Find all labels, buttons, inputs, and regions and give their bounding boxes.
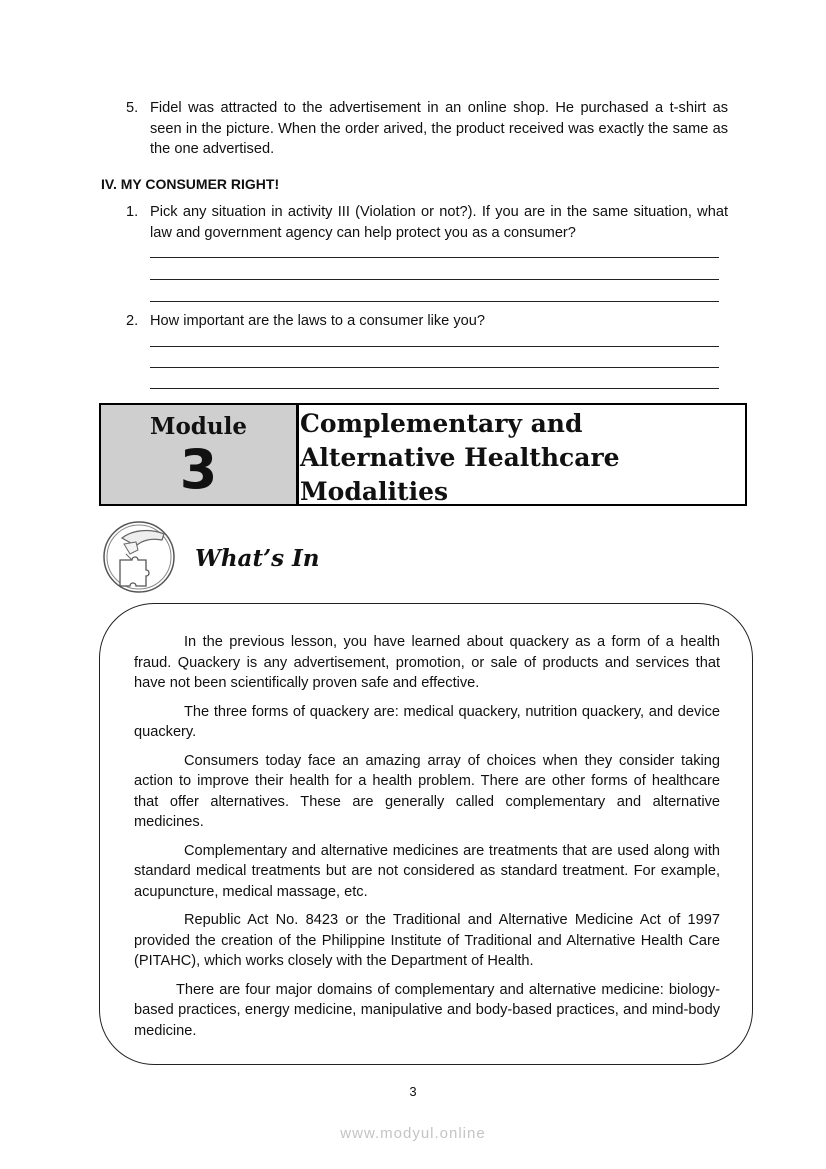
module-title-line: Complementary and xyxy=(300,409,583,438)
module-banner xyxy=(99,403,747,506)
module-title xyxy=(299,405,620,504)
answer-line[interactable] xyxy=(150,279,719,280)
whats-in-body xyxy=(134,632,720,1041)
question-1-text: Pick any situation in activity III (Violation or not?). If you are in the same situation, what law and government agency can help protect you as a consumer? xyxy=(150,204,728,241)
answer-line[interactable] xyxy=(150,301,719,302)
question-1-number: 1. xyxy=(126,204,139,220)
page-number: 3 xyxy=(409,1084,417,1099)
puzzle-hand-icon xyxy=(102,520,177,595)
item-5-number: 5. xyxy=(126,100,139,116)
question-2-number: 2. xyxy=(126,313,139,329)
paragraph: Complementary and alternative medicines are treatments that are used along with standard medical treatments but are not considered as standard treatment. For example, acupuncture, medical massage, etc. xyxy=(134,842,720,900)
paragraph: Republic Act No. 8423 or the Traditional and Alternative Medicine Act of 1997 provided the creation of the Philippine Institute of Traditional and Alternative Health Care (PITAHC), which works closely with the Department of Health. xyxy=(134,912,720,969)
question-2-text: How important are the laws to a consumer like you? xyxy=(150,313,486,329)
answer-line[interactable] xyxy=(150,257,719,258)
paragraph: The three forms of quackery are: medical quackery, nutrition quackery, and device quackery. xyxy=(134,703,720,740)
answer-line[interactable] xyxy=(150,388,719,389)
paragraph: Consumers today face an amazing array of choices when they consider taking action to improve their health for a health problem. There are other forms of healthcare that offer alternatives. These are generally called complementary and alternative medicines. xyxy=(134,752,720,830)
answer-line[interactable] xyxy=(150,346,719,347)
module-number-panel xyxy=(101,405,299,504)
watermark: www.modyul.online xyxy=(340,1125,486,1142)
answer-line[interactable] xyxy=(150,367,719,368)
paragraph: In the previous lesson, you have learned about quackery as a form of a health fraud. Quackery is any advertisement, promotion, or sale of products and services that have not been scientifically proven safe and effective. xyxy=(134,634,720,691)
whats-in-title: What’s In xyxy=(195,545,320,572)
section-heading: IV. MY CONSUMER RIGHT! xyxy=(101,176,280,192)
module-label: Module xyxy=(150,413,247,440)
item-5-text: Fidel was attracted to the advertisement in an online shop. He purchased a t-shirt as seen in the picture. When the order arived, the product received was exactly the same as the one advertised. xyxy=(150,100,728,157)
module-number: 3 xyxy=(179,438,218,501)
module-title-line: Alternative Healthcare xyxy=(300,443,620,472)
module-title-line: Modalities xyxy=(300,477,449,506)
paragraph: There are four major domains of complementary and alternative medicine: biology-based practices, energy medicine, manipulative and body-based practices, and mind-body medicine. xyxy=(134,981,720,1039)
